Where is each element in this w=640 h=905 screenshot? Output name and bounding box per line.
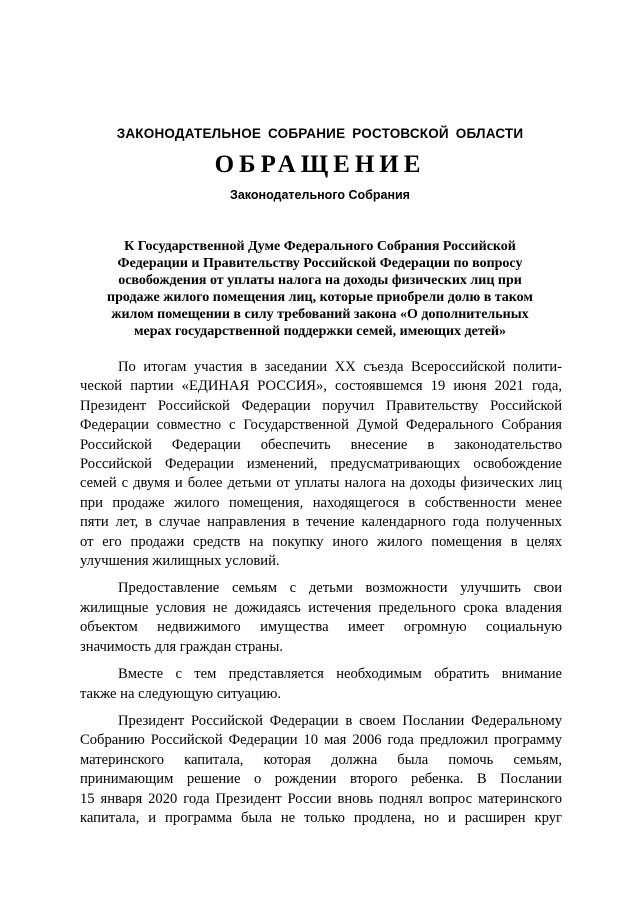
body-line: также на следующую ситуацию.: [80, 685, 282, 702]
body-line: принимающим решение о рождении второго ребенка. В Послании: [80, 771, 562, 788]
addressee-line: Федерации и Правительству Российской Федерации по вопросу: [117, 256, 523, 271]
document-title: ОБРАЩЕНИЕ: [214, 151, 426, 178]
body-line: Российской Федерации обеспечить внесение в законодательство: [80, 436, 562, 453]
addressee-line: продаже жилого помещения лиц, которые приобрели долю в таком: [107, 290, 533, 305]
body-line: жилищные условия не дожидаясь истечения предельного срока владения: [80, 599, 562, 616]
body-line: материнского капитала, которая должна была помочь семьям,: [80, 751, 562, 768]
addressee-line: освобождения от уплаты налога на доходы физических лиц при: [118, 273, 522, 288]
body-line: Президент Российской Федерации в своем Послании Федеральному: [118, 712, 562, 729]
addressee-block: [80, 238, 560, 340]
body-line: Собранию Российской Федерации 10 мая 2006 года предложил программу: [80, 732, 562, 749]
addressee-line: мерах государственной поддержки семей, имеющих детей»: [133, 324, 506, 339]
body-line: ческой партии «ЕДИНАЯ РОССИЯ», состоявшемся 19 июня 2021 года,: [80, 378, 562, 395]
body-line: при продаже жилого помещения, находящегося в собственности менее: [80, 494, 562, 511]
body-line: По итогам участия в заседании XX съезда Всероссийской полити-: [118, 359, 562, 375]
paragraph: [80, 579, 562, 657]
body-line: Вместе с тем представляется необходимым обратить внимание: [118, 666, 562, 683]
addressee-line: К Государственной Думе Федерального Собрания Российской: [124, 239, 516, 254]
paragraph: [80, 358, 562, 571]
addressee-line: жилом помещении в силу требований закона «О дополнительных: [111, 307, 529, 322]
organization-name: ЗАКОНОДАТЕЛЬНОЕ СОБРАНИЕ РОСТОВСКОЙ ОБЛАСТИ: [116, 126, 524, 141]
body-line: капитала, и программа была не только продлена, но и расширен круг: [80, 809, 562, 826]
document-subtitle: Законодательного Собрания: [230, 188, 410, 202]
body-line: Президент Российской Федерации поручил Правительству Российской: [80, 397, 562, 414]
body-line: Федерации совместно с Государственной Думой Федерального Собрания: [80, 417, 562, 434]
body-line: значимость для граждан страны.: [80, 638, 284, 655]
body-line: семей с двумя и более детьми от уплаты налога на доходы физических лиц: [80, 475, 562, 492]
body-line: от его продажи средств на покупку иного жилого помещения в целях: [80, 533, 562, 550]
paragraph: [80, 712, 562, 828]
body-line: объектом недвижимого имущества имеет огромную социальную: [80, 619, 562, 636]
body-line: Российской Федерации изменений, предусматривающих освобождение: [80, 456, 562, 473]
body-line: 15 января 2020 года Президент России вновь поднял вопрос материнского: [80, 790, 562, 807]
document-body: [80, 358, 562, 836]
body-line: улучшения жилищных условий.: [80, 553, 280, 570]
paragraph: [80, 665, 562, 704]
body-line: пяти лет, в случае направления в течение календарного года полученных: [80, 514, 562, 531]
body-line: Предоставление семьям с детьми возможности улучшить свои: [118, 580, 562, 597]
